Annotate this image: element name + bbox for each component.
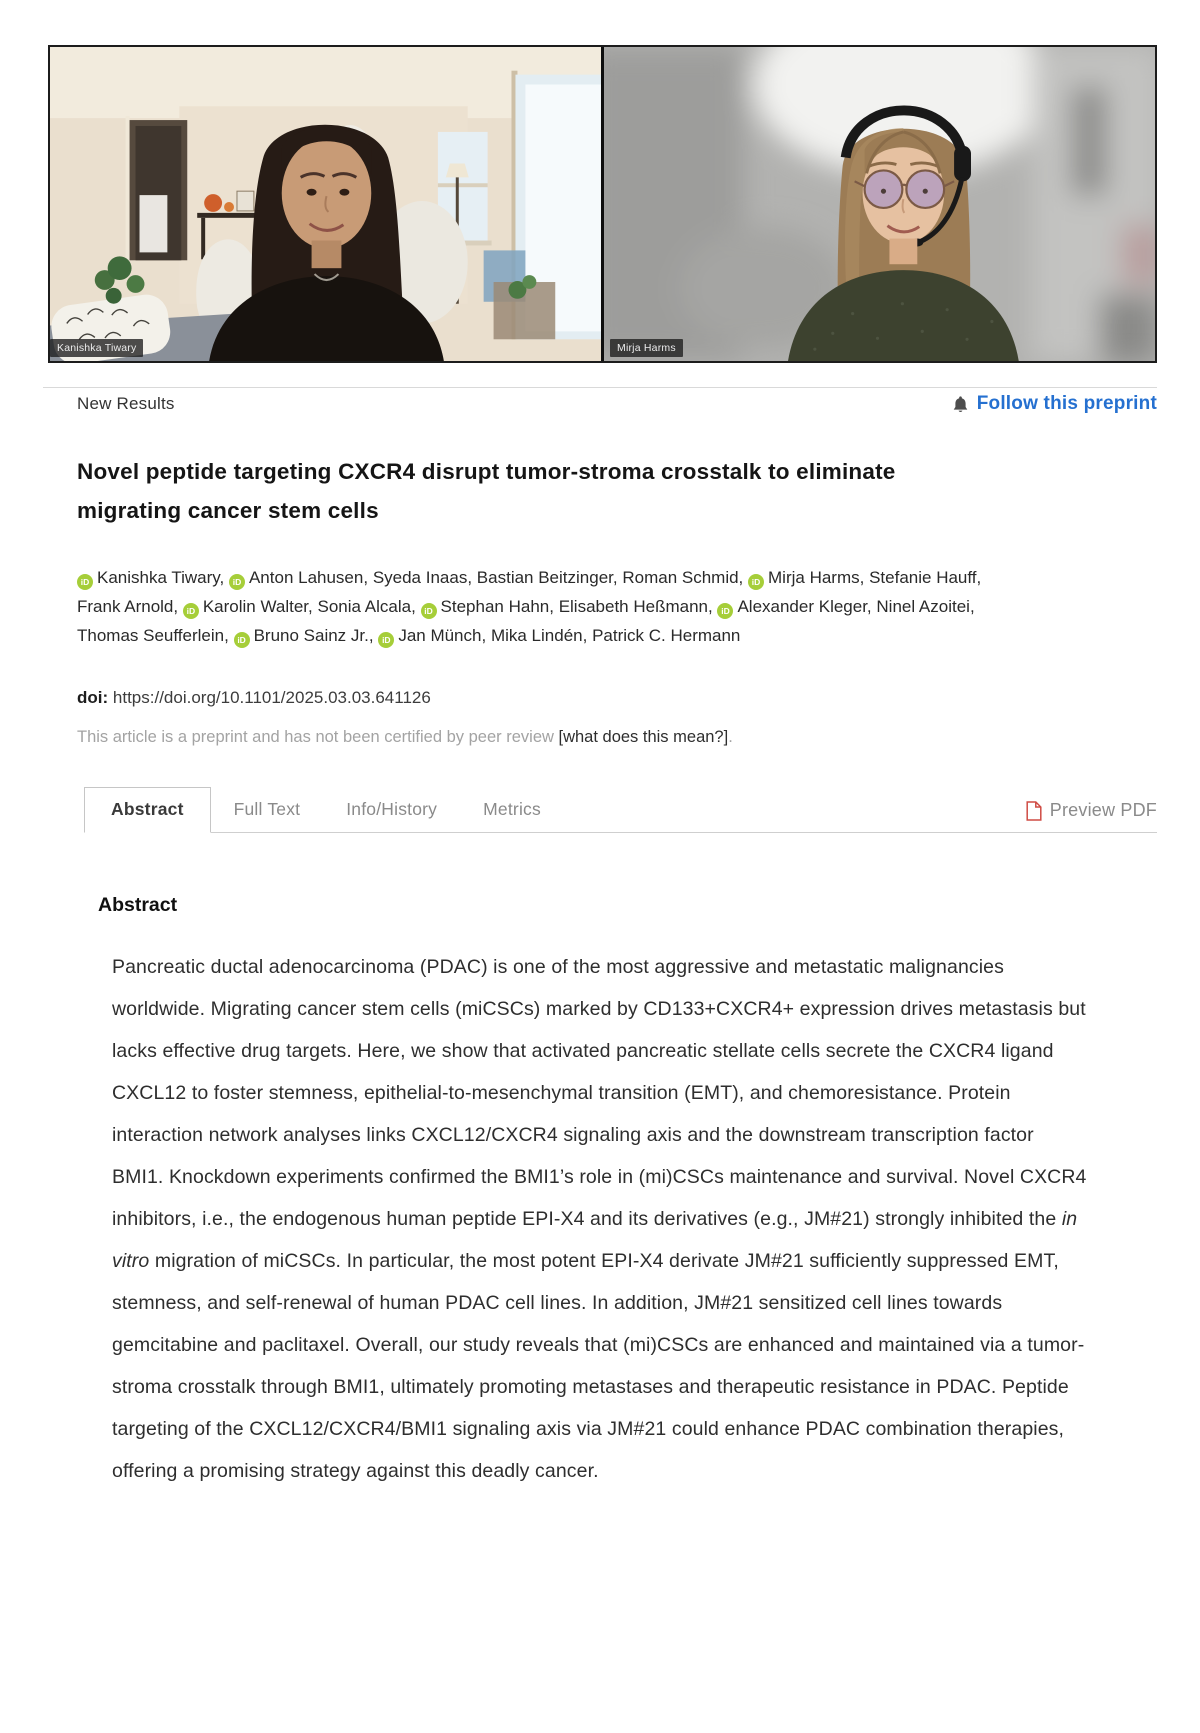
follow-preprint-button[interactable] (952, 393, 1157, 415)
author-link[interactable] (318, 597, 416, 616)
participant-name-tag: Kanishka Tiwary (50, 339, 143, 357)
meta-row (77, 393, 1157, 415)
webcam-scene-kanishka (50, 47, 601, 361)
author-link[interactable] (77, 597, 178, 616)
what-does-this-mean-link[interactable]: [what does this mean?] (558, 728, 729, 746)
doi-line (77, 688, 431, 708)
abstract-italic-in-vitro: in vitro (112, 1208, 1078, 1272)
tab-full-text[interactable]: Full Text (233, 799, 301, 819)
author-name: Roman Schmid, (622, 568, 744, 587)
webcam-scene-mirja (604, 47, 1155, 361)
orcid-id-icon[interactable]: iD (717, 603, 733, 619)
author-name: Syeda Inaas, (372, 568, 473, 587)
author-link[interactable] (869, 568, 981, 587)
disclaimer-text: This article is a preprint and has not been certified by peer review (77, 728, 559, 746)
tab-metrics[interactable]: Metrics (483, 799, 541, 819)
orcid-id-icon[interactable]: iD (183, 603, 199, 619)
author-name: Alexander Kleger, (737, 597, 872, 616)
author-link[interactable] (477, 568, 618, 587)
abstract-paragraph (112, 946, 1090, 1492)
author-name: Karolin Walter, (202, 597, 313, 616)
orcid-id-icon[interactable]: iD (229, 574, 245, 590)
orcid-id-icon[interactable]: iD (421, 603, 437, 619)
preview-pdf-button[interactable] (1026, 800, 1157, 832)
document-icon (1026, 801, 1042, 821)
author-link[interactable] (77, 626, 229, 645)
abstract-text-1: Pancreatic ductal adenocarcinoma (PDAC) is one of the most aggressive and metastatic malignancies worldwide. Migrating cancer stem cells (miCSCs) marked by CD133+CXCR4+ expression drives metastasis but lacks effective drug targets. Here, we show that activated pancreatic stellate cells secrete the CXCR4 ligand CXCL12 to foster stemness, epithelial-to-mesenchymal transition (EMT), and chemoresistance. Protein interaction network analyses links CXCL12/CXCR4 signaling axis and the downstream transcription factor BMI1. Knockdown experiments confirmed the BMI1’s role in (mi)CSCs maintenance and survival. Novel CXCR4 inhibitors, i.e., the endogenous human peptide EPI-X4 and its derivatives (e.g., JM#21) strongly inhibited the (112, 956, 1087, 1230)
author-name: Mirja Harms, (768, 568, 865, 587)
follow-preprint-label: Follow this preprint (976, 393, 1157, 414)
author-link[interactable] (373, 568, 472, 587)
author-link[interactable] (183, 597, 313, 616)
author-link[interactable] (559, 597, 713, 616)
author-name: Kanishka Tiwary, (97, 568, 225, 587)
author-link[interactable] (421, 597, 554, 616)
author-link[interactable] (77, 568, 224, 587)
author-link[interactable] (378, 626, 486, 645)
orcid-id-icon[interactable]: iD (77, 574, 93, 590)
author-name: Patrick C. Hermann (592, 626, 741, 645)
author-name: Mika Lindén, (490, 626, 588, 645)
video-player[interactable] (48, 45, 1157, 363)
orcid-id-icon[interactable]: iD (234, 632, 250, 648)
author-name: Thomas Seufferlein, (77, 626, 229, 645)
participant-name-tag: Mirja Harms (610, 339, 683, 357)
preprint-disclaimer (77, 728, 733, 747)
bell-icon (952, 395, 969, 414)
disclaimer-period: . (728, 728, 733, 746)
author-name: Sonia Alcala, (317, 597, 416, 616)
article-title: Novel peptide targeting CXCR4 disrupt tumor-stroma crosstalk to eliminate migrating cancer stem cells (77, 459, 896, 523)
author-link[interactable] (229, 568, 368, 587)
abstract-text-2: migration of miCSCs. In particular, the most potent EPI-X4 derivate JM#21 sufficiently suppressed EMT, stemness, and self-renewal of human PDAC cell lines. In addition, JM#21 sensitized cell lines towards gemcitabine and paclitaxel. Overall, our study reveals that (mi)CSCs are enhanced and maintained via a tumor-stroma crosstalk through BMI1, ultimately promoting metastases and therapeutic resistance in PDAC. Peptide targeting of the CXCL12/CXCR4/BMI1 signaling axis via JM#21 could enhance PDAC combination therapies, offering a promising strategy against this deadly cancer. (112, 1250, 1085, 1482)
author-list (77, 563, 1087, 650)
author-name: Bruno Sainz Jr., (253, 626, 374, 645)
video-frame-left[interactable] (50, 47, 601, 361)
author-link[interactable] (717, 597, 871, 616)
author-name: Jan Münch, (398, 626, 487, 645)
author-link[interactable] (622, 568, 743, 587)
tabs-bar (84, 789, 1157, 833)
author-link[interactable] (234, 626, 374, 645)
author-name: Stephan Hahn, (440, 597, 554, 616)
category-label: New Results (77, 394, 175, 413)
author-name: Ninel Azoitei, (876, 597, 975, 616)
author-name: Anton Lahusen, (248, 568, 369, 587)
preview-pdf-label: Preview PDF (1049, 800, 1157, 820)
author-name: Bastian Beitzinger, (476, 568, 618, 587)
author-name: Elisabeth Heßmann, (558, 597, 713, 616)
tab-info-history[interactable]: Info/History (346, 799, 438, 819)
doi-link[interactable]: https://doi.org/10.1101/2025.03.03.641126 (112, 688, 431, 707)
orcid-id-icon[interactable]: iD (748, 574, 764, 590)
tab-list (84, 789, 564, 832)
video-frame-right[interactable] (604, 47, 1155, 361)
author-link[interactable] (491, 626, 587, 645)
author-link[interactable] (748, 568, 864, 587)
orcid-id-icon[interactable]: iD (378, 632, 394, 648)
author-name: Stefanie Hauff, (869, 568, 982, 587)
doi-label: doi: (77, 688, 109, 707)
horizontal-divider (43, 387, 1157, 388)
author-name: Frank Arnold, (77, 597, 179, 616)
author-link[interactable] (592, 626, 740, 645)
author-link[interactable] (876, 597, 974, 616)
abstract-heading: Abstract (98, 894, 178, 916)
tab-abstract[interactable]: Abstract (84, 787, 211, 833)
